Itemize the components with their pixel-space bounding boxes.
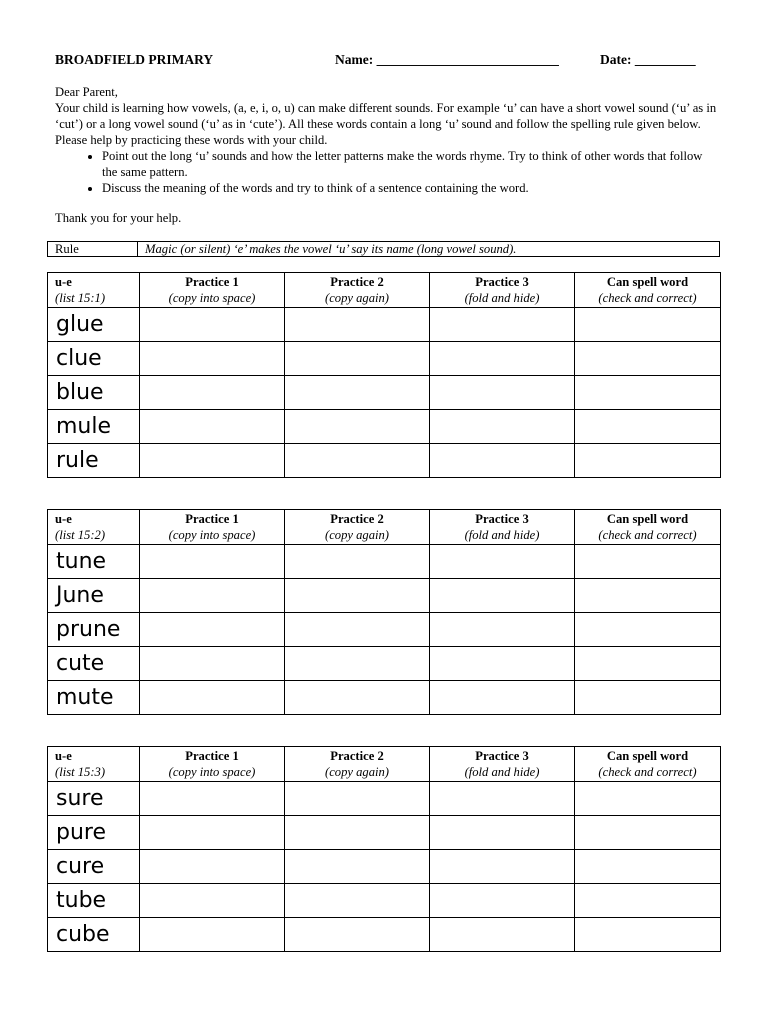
practice-cell[interactable] <box>140 410 285 444</box>
table-row <box>48 579 721 613</box>
spelling-word: cure <box>48 850 140 884</box>
practice-cell[interactable] <box>140 376 285 410</box>
check-cell[interactable] <box>575 918 721 952</box>
practice-cell[interactable] <box>285 816 430 850</box>
parent-letter <box>55 84 720 226</box>
practice-cell[interactable] <box>430 613 575 647</box>
practice-cell[interactable] <box>285 579 430 613</box>
table-header-row <box>48 510 721 545</box>
practice-cell[interactable] <box>430 410 575 444</box>
practice-1-header: Practice 1 (copy into space) <box>140 273 285 308</box>
check-cell[interactable] <box>575 850 721 884</box>
practice-cell[interactable] <box>285 782 430 816</box>
table-row <box>48 410 721 444</box>
practice-cell[interactable] <box>430 782 575 816</box>
can-spell-header: Can spell word (check and correct) <box>575 747 721 782</box>
table-row <box>48 308 721 342</box>
practice-2-header: Practice 2 (copy again) <box>285 510 430 545</box>
practice-3-header: Practice 3 (fold and hide) <box>430 510 575 545</box>
practice-cell[interactable] <box>285 613 430 647</box>
tip-item: • Discuss the meaning of the words and try to think of a sentence containing the word. <box>102 180 720 196</box>
check-cell[interactable] <box>575 376 721 410</box>
practice-cell[interactable] <box>430 579 575 613</box>
check-cell[interactable] <box>575 613 721 647</box>
name-field[interactable]: Name: ___________________________ <box>335 52 559 67</box>
table-row <box>48 647 721 681</box>
practice-cell[interactable] <box>285 681 430 715</box>
check-cell[interactable] <box>575 342 721 376</box>
practice-1-header: Practice 1 (copy into space) <box>140 510 285 545</box>
practice-cell[interactable] <box>285 444 430 478</box>
practice-cell[interactable] <box>140 342 285 376</box>
table-row <box>48 816 721 850</box>
table-row <box>48 376 721 410</box>
spelling-word: sure <box>48 782 140 816</box>
check-cell[interactable] <box>575 681 721 715</box>
practice-cell[interactable] <box>430 884 575 918</box>
table-row <box>48 918 721 952</box>
table-row <box>48 782 721 816</box>
table-row <box>48 444 721 478</box>
practice-cell[interactable] <box>140 613 285 647</box>
date-field[interactable]: Date: _________ <box>600 52 696 67</box>
table-row <box>48 681 721 715</box>
spelling-word: mule <box>48 410 140 444</box>
spelling-word: rule <box>48 444 140 478</box>
table-row <box>48 342 721 376</box>
check-cell[interactable] <box>575 444 721 478</box>
practice-cell[interactable] <box>140 308 285 342</box>
rule-text: Magic (or silent) ‘e’ makes the vowel ‘u’ say its name (long vowel sound). <box>145 242 517 256</box>
rule-label: Rule <box>48 242 138 256</box>
spelling-word: tube <box>48 884 140 918</box>
table-header-row <box>48 273 721 308</box>
school-name: BROADFIELD PRIMARY <box>55 52 214 67</box>
spelling-word: prune <box>48 613 140 647</box>
practice-cell[interactable] <box>140 782 285 816</box>
pattern-header: u-e (list 15:2) <box>48 510 140 545</box>
practice-cell[interactable] <box>430 918 575 952</box>
can-spell-header: Can spell word (check and correct) <box>575 510 721 545</box>
check-cell[interactable] <box>575 884 721 918</box>
practice-cell[interactable] <box>430 444 575 478</box>
spelling-word: mute <box>48 681 140 715</box>
rule-box <box>47 241 720 257</box>
check-cell[interactable] <box>575 647 721 681</box>
practice-cell[interactable] <box>140 816 285 850</box>
check-cell[interactable] <box>575 410 721 444</box>
practice-cell[interactable] <box>430 681 575 715</box>
practice-cell[interactable] <box>140 884 285 918</box>
practice-cell[interactable] <box>140 444 285 478</box>
practice-3-header: Practice 3 (fold and hide) <box>430 747 575 782</box>
practice-2-header: Practice 2 (copy again) <box>285 273 430 308</box>
practice-cell[interactable] <box>285 308 430 342</box>
table-row <box>48 545 721 579</box>
word-table-3 <box>47 746 721 952</box>
practice-cell[interactable] <box>285 410 430 444</box>
practice-cell[interactable] <box>285 850 430 884</box>
practice-1-header: Practice 1 (copy into space) <box>140 747 285 782</box>
check-cell[interactable] <box>575 782 721 816</box>
spelling-word: June <box>48 579 140 613</box>
tip-item: • Point out the long ‘u’ sounds and how the letter patterns make the words rhyme. Try to think of other words that follow the same pattern. <box>102 148 720 180</box>
practice-cell[interactable] <box>285 647 430 681</box>
word-table-1 <box>47 272 721 478</box>
practice-cell[interactable] <box>140 579 285 613</box>
spelling-word: clue <box>48 342 140 376</box>
tips-list <box>55 148 720 196</box>
spelling-word: tune <box>48 545 140 579</box>
practice-cell[interactable] <box>430 342 575 376</box>
pattern-header: u-e (list 15:3) <box>48 747 140 782</box>
word-table-2 <box>47 509 721 715</box>
check-cell[interactable] <box>575 816 721 850</box>
spelling-word: cube <box>48 918 140 952</box>
pattern-header: u-e (list 15:1) <box>48 273 140 308</box>
practice-cell[interactable] <box>430 308 575 342</box>
intro-paragraph: Your child is learning how vowels, (a, e, i, o, u) can make different sounds. For example ‘u’ can have a short vowel sound (‘u’ as in ‘cut’) or a long vowel sound (‘u’ as in ‘cute’). All these words contain a long ‘u’ sound and follow the spelling rule given below. Please help by practicing these words with your child. <box>55 101 717 147</box>
table-row <box>48 613 721 647</box>
practice-cell[interactable] <box>430 850 575 884</box>
practice-cell[interactable] <box>140 647 285 681</box>
practice-cell[interactable] <box>285 918 430 952</box>
practice-cell[interactable] <box>285 376 430 410</box>
practice-cell[interactable] <box>430 816 575 850</box>
practice-cell[interactable] <box>140 545 285 579</box>
practice-cell[interactable] <box>430 376 575 410</box>
page-header <box>55 52 715 70</box>
practice-2-header: Practice 2 (copy again) <box>285 747 430 782</box>
practice-cell[interactable] <box>285 342 430 376</box>
practice-cell[interactable] <box>140 850 285 884</box>
table-row <box>48 884 721 918</box>
check-cell[interactable] <box>575 545 721 579</box>
spelling-word: pure <box>48 816 140 850</box>
table-row <box>48 850 721 884</box>
practice-cell[interactable] <box>430 545 575 579</box>
practice-cell[interactable] <box>285 884 430 918</box>
can-spell-header: Can spell word (check and correct) <box>575 273 721 308</box>
spelling-word: glue <box>48 308 140 342</box>
practice-3-header: Practice 3 (fold and hide) <box>430 273 575 308</box>
table-header-row <box>48 747 721 782</box>
practice-cell[interactable] <box>285 545 430 579</box>
spelling-word: blue <box>48 376 140 410</box>
greeting: Dear Parent, <box>55 85 118 99</box>
check-cell[interactable] <box>575 579 721 613</box>
check-cell[interactable] <box>575 308 721 342</box>
practice-cell[interactable] <box>140 918 285 952</box>
spelling-word: cute <box>48 647 140 681</box>
thanks-line: Thank you for your help. <box>55 211 182 225</box>
practice-cell[interactable] <box>140 681 285 715</box>
practice-cell[interactable] <box>430 647 575 681</box>
